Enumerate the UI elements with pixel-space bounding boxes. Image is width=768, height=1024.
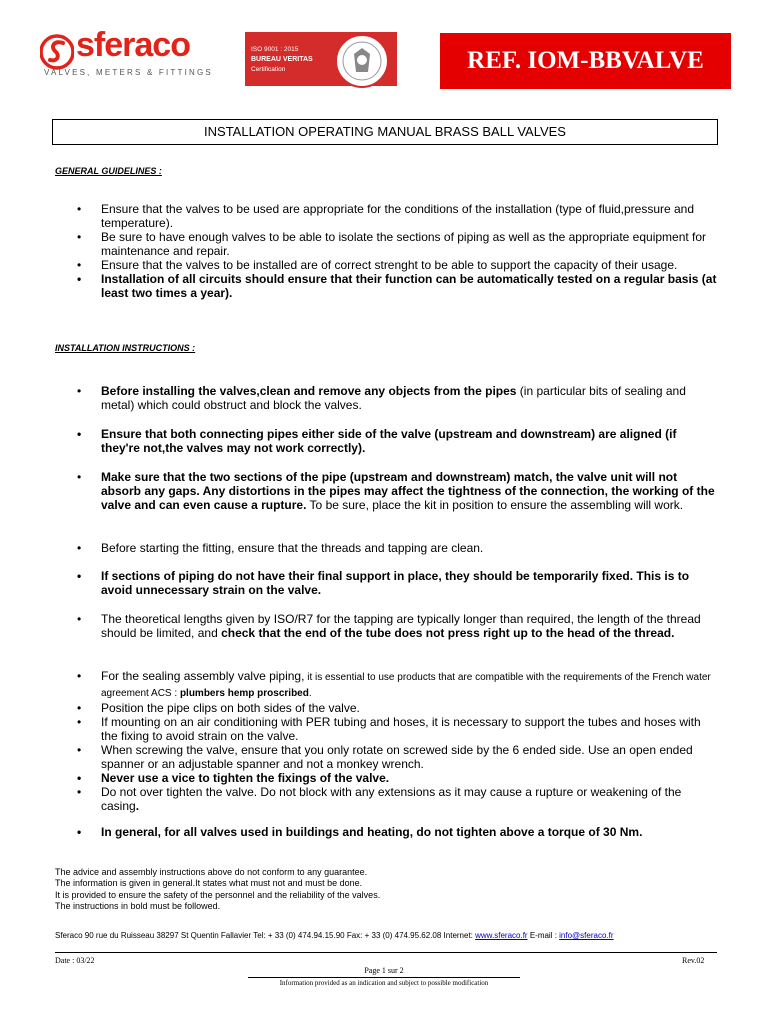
logo-wordmark: sferaco — [76, 26, 190, 64]
list-item: • The theoretical lengths given by ISO/R7 for the tapping are typically longer than required, the length of the thread should be limited, and check that the end of the tube does not press right up to the head of the thread. — [77, 612, 717, 640]
list-item: • Be sure to have enough valves to be able to isolate the sections of piping as well as the appropriate equipment for maintenance and repair. — [77, 230, 717, 258]
email-link[interactable]: info@sferaco.fr — [559, 931, 614, 940]
footer-disclaimer: Information provided as an indication and subject to possible modification — [279, 979, 489, 987]
list-item: • Ensure that the valves to be installed are of correct strenght to be able to support the capacity of their usage. — [77, 258, 717, 272]
note-line: The instructions in bold must be followed. — [55, 900, 221, 911]
installation-list — [77, 569, 717, 597]
installation-list — [77, 427, 717, 455]
document-reference — [440, 33, 731, 89]
list-item: • For the sealing assembly valve piping, it is essential to use products that are compatible with the requirements of the French water agreement ACS : plumbers hemp proscribed. — [77, 669, 717, 701]
list-item: • Do not over tighten the valve. Do not block with any extensions as it may cause a rupture or weakening of the casing. — [77, 785, 717, 813]
bureau-veritas-seal-icon — [334, 26, 390, 96]
note-line: The information is given in general.It states what must not and must be done. — [55, 878, 363, 889]
company-address — [55, 931, 614, 940]
list-item: • Before starting the fitting, ensure that the threads and tapping are clean. — [77, 541, 717, 555]
cert-standard: ISO 9001 : 2015 — [251, 46, 299, 53]
note-line: It is provided to ensure the safety of the personnel and the reliability of the valves. — [55, 889, 381, 900]
installation-list — [77, 825, 717, 839]
list-item: • Make sure that the two sections of the pipe (upstream and downstream) match, the valve unit will not absorb any gaps. Any distortions in the pipes may affect the tightness of the connection, the working of the valve and can even cause a rupture. To be sure, place the kit in position to ensure the assembling will work. — [77, 470, 717, 512]
sferaco-logo-icon — [40, 32, 74, 72]
list-item: • Installation of all circuits should ensure that their function can be automatically tested on a regular basis (at least two times a year). — [77, 272, 717, 300]
list-item: • Before installing the valves,clean and remove any objects from the pipes (in particular bits of sealing and metal) which could obstruct and block the valves. — [77, 384, 717, 412]
list-item: • If sections of piping do not have their final support in place, they should be temporarily fixed. This is to avoid unnecessary strain on the valve. — [77, 569, 717, 597]
list-item: • If mounting on an air conditioning with PER tubing and hoses, it is necessary to support the tubes and hoses with the fixing to avoid strain on the valve. — [77, 715, 717, 743]
disclaimer-divider — [248, 977, 520, 978]
list-item: • Position the pipe clips on both sides of the valve. — [77, 701, 717, 715]
installation-list — [77, 612, 717, 640]
installation-instructions-heading: INSTALLATION INSTRUCTIONS : — [55, 343, 196, 353]
document-date: Date : 03/22 — [55, 956, 95, 965]
list-item: • Ensure that both connecting pipes either side of the valve (upstream and downstream) are aligned (if they're not,the valves may not work correctly). — [77, 427, 717, 455]
address-text: Sferaco 90 rue du Ruisseau 38297 St Quentin Fallavier Tel: + 33 (0) 474.94.15.90 Fax: + 33 (0) 474.95.62.08 Internet: — [55, 931, 476, 940]
title-box — [52, 119, 718, 145]
installation-list — [77, 669, 717, 813]
company-logo — [40, 26, 230, 82]
logo-tagline: VALVES, METERS & FITTINGS — [44, 68, 213, 77]
list-item: • Ensure that the valves to be used are appropriate for the conditions of the installation (type of fluid,pressure and temperature). — [77, 202, 717, 230]
page-title: INSTALLATION OPERATING MANUAL BRASS BALL VALVES — [204, 124, 566, 139]
installation-list — [77, 541, 717, 555]
note-line: The advice and assembly instructions above do not conform to any guarantee. — [55, 867, 368, 877]
list-item: • When screwing the valve, ensure that you only rotate on screwed side by the 6 ended side. Use an open ended spanner or an adjustable spanner and not a monkey wrench. — [77, 743, 717, 771]
cert-label: Certification — [251, 66, 286, 73]
list-item: • In general, for all valves used in buildings and heating, do not tighten above a torque of 30 Nm. — [77, 825, 717, 839]
installation-list — [77, 384, 717, 412]
website-link[interactable]: www.sferaco.fr — [475, 931, 528, 940]
cert-body: BUREAU VERITAS — [251, 56, 313, 63]
document-revision: Rev.02 — [682, 956, 705, 965]
general-guidelines-heading: GENERAL GUIDELINES : — [55, 166, 162, 176]
footer-divider — [55, 952, 717, 953]
email-label: E-mail : — [527, 931, 560, 940]
page-number: Page 1 sur 2 — [364, 966, 404, 975]
disclaimer-notes — [55, 867, 380, 912]
general-guidelines-list — [77, 202, 717, 300]
installation-list — [77, 470, 717, 512]
reference-code: REF. IOM-BBVALVE — [467, 47, 704, 74]
list-item: • Never use a vice to tighten the fixings of the valve. — [77, 771, 717, 785]
